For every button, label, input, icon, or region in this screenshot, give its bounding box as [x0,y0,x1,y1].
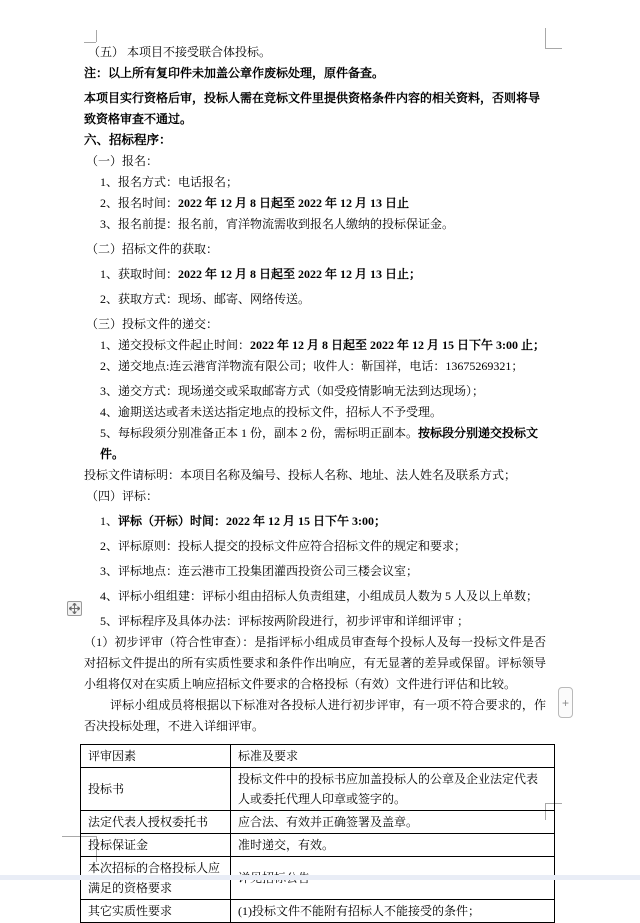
bold-text-run: 2022 年 12 月 8 日起至 2022 年 12 月 15 日下午 3:00 止； [250,338,546,352]
table-add-column-button[interactable] [558,687,573,718]
text-run: （二）招标文件的获取： [86,242,219,256]
text-run: 1、递交投标文件起止时间： [100,338,251,352]
table-cell: 投标文件中的投标书应加盖投标人的公章及企业法定代表人或委托代理人印章或签字的。 [231,768,555,811]
text-run: 1、报名方式：电话报名； [100,175,239,189]
paragraph [84,611,546,632]
paragraph [84,214,546,235]
text-run: 5、评标程序及具体办法：评标按两阶段进行，初步评审和详细评审 ； [100,614,470,628]
paragraph [84,402,546,423]
table-header-cell: 标准及要求 [231,745,555,768]
bold-text-run: 六、招标程序： [84,133,172,147]
window-bottom-edge [0,875,640,880]
bold-text-run: 2022 年 12 月 8 日起至 2022 年 12 月 13 日止 [178,196,410,210]
bold-text-run: 本项目实行资格后审，投标人需在竞标文件里提供资格条件内容的相关资料，否则将导致资格审查不通过。 [84,91,541,126]
text-run: （一）报名： [86,154,159,168]
paragraph [84,193,546,214]
four-way-arrow-icon [69,603,80,614]
paragraph [84,63,546,84]
paragraph [84,289,546,310]
text-run: 2、递交地点:连云港宵洋物流有限公司；收件人：靳国祥，电话：13675269321； [100,359,524,373]
paragraph [84,586,546,607]
paragraph [84,314,546,335]
text-run: 4、评标小组组建：评标小组由招标人负责组建，小组成员人数为 5 人及以上单数； [100,589,539,603]
text-run: 3、递交方式：现场递交或采取邮寄方式（如受疫情影响无法到达现场）； [100,384,485,398]
text-run: 1、 [100,514,119,528]
table-row [81,811,555,834]
text-run: （五） 本项目不接受联合体投标。 [88,45,272,59]
table-row [81,834,555,857]
paragraph [84,335,546,356]
table-cell: 其它实质性要求 [81,900,231,923]
text-run: 1、获取时间： [100,267,179,281]
text-run: 3、评标地点：连云港市工投集团灌西投资公司三楼会议室； [100,564,419,578]
table-row [81,900,555,923]
table-header-row [81,745,555,768]
paragraph [84,88,546,130]
table-cell: 投标保证金 [81,834,231,857]
bold-text-run: 2022 年 12 月 8 日起至 2022 年 12 月 13 日止； [178,267,422,281]
paragraph [84,42,546,63]
bold-text-run: 按标段分别递交投标文件。 [100,426,539,461]
table-cell: 投标书 [81,768,231,811]
table-cell: 准时递交，有效。 [231,834,555,857]
text-run: （四）评标： [86,489,159,503]
bold-text-run: 评标（开标）时间：2022 年 12 月 15 日下午 3:00； [118,514,387,528]
text-run: 2、获取方式：现场、邮寄、网络传送。 [100,292,311,306]
table-move-handle[interactable] [67,601,82,616]
paragraph [84,381,546,402]
text-run: 3、报名前提：报名前，宵洋物流需收到报名人缴纳的投标保证金。 [100,217,455,231]
paragraph [84,130,546,151]
text-boundary-top-left-vertical [96,30,97,42]
paragraph [84,356,546,377]
paragraph [84,151,546,172]
bold-text-run: 注：以上所有复印件未加盖公章作废标处理，原件备查。 [84,66,385,80]
paragraph [84,239,546,260]
table-row [81,768,555,811]
table-header-cell: 评审因素 [81,745,231,768]
table-cell: 本次招标的合格投标人应满足的资格要求 [81,857,231,900]
table-cell: (1)投标文件不能附有招标人不能接受的条件； [231,900,555,923]
paragraph [84,465,546,486]
text-run: 2、报名时间： [100,196,179,210]
text-run: 4、逾期送达或者未送达指定地点的投标文件，招标人不予受理。 [100,405,443,419]
paragraph [84,264,546,285]
paragraph [84,486,546,507]
text-run: （1）初步评审（符合性审查）：是指评标小组成员审查每个投标人及每一投标文件是否对招标文件提出的所有实质性要求和条件作出响应，有无显著的差异或保留。评标领导小组将仅对在实质上响应招标文件要求的合格投标（有效）文件进行评估和比较。 [84,635,546,691]
text-run: 2、评标原则：投标人提交的投标文件应符合招标文件的规定和要求； [100,539,467,553]
document-text-area[interactable] [0,42,640,923]
table-cell: 应合法、有效并正确签署及盖章。 [231,811,555,834]
table-cell: 法定代表人授权委托书 [81,811,231,834]
paragraph [84,561,546,582]
paragraph [84,172,546,193]
plus-icon: + [561,695,569,710]
text-run: 5、每标段须分别准备正本 1 份，副本 2 份，需标明正副本。 [100,426,419,440]
paragraph [84,632,546,695]
paragraph [84,536,546,557]
paragraph [84,695,546,737]
text-run: （三）投标文件的递交： [86,317,219,331]
text-run: 评标小组成员将根据以下标准对各投标人进行初步评审，有一项不符合要求的，作否决投标处理，不进入详细评审。 [84,698,546,733]
evaluation-criteria-table[interactable] [80,744,555,923]
paragraph [84,511,546,532]
text-run: 投标文件请标明：本项目名称及编号、投标人名称、地址、法人姓名及联系方式； [84,468,517,482]
paragraph [84,423,546,465]
